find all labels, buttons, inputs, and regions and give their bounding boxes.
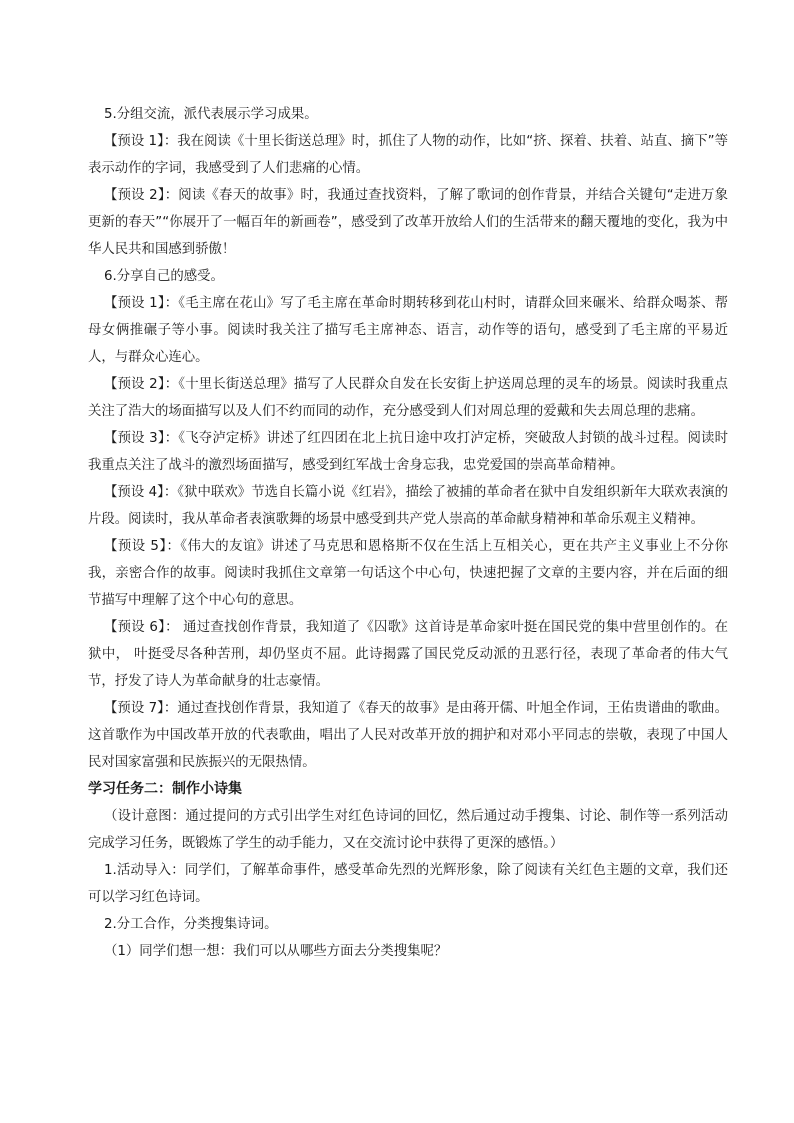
body-paragraph (88, 911, 728, 938)
paragraph-text: ：《十里长街送总理》描写了人民群众自发在长安街上护送周总理的灵车的场景。阅读时我重点关注了浩大的场面描写以及人们不约而同的动作，充分感受到人们对周总理的爱戴和失去周总理的悲痛。 (88, 377, 729, 419)
preset-tag: 【预设 5】 (104, 539, 167, 554)
preset-tag: 【预设 7】 (104, 701, 164, 716)
document-body (88, 101, 728, 965)
preset-tag: 【预设 1】 (104, 296, 165, 311)
preset-paragraph (88, 371, 728, 425)
body-paragraph (88, 263, 728, 290)
paragraph-text: ： 通过查找创作背景，我知道了《囚歌》这首诗是革命家叶挺在国民党的集中营里创作的。在狱中， 叶挺受尽各种苦刑，却仍坚贞不屈。此诗揭露了国民党反动派的丑恶行径，表现了革命者的伟大气节，抒发了诗人为革命献身的壮志豪情。 (88, 620, 728, 689)
paragraph-text: ：《毛主席在花山》写了毛主席在革命时期转移到花山村时，请群众回来碾米、给群众喝茶、帮母女俩推碾子等小事。阅读时我关注了描写毛主席神态、语言，动作等的语句，感受到了毛主席的平易近人，与群众心连心。 (88, 296, 729, 365)
paragraph-text: 5.分组交流，派代表展示学习成果。 (104, 107, 318, 122)
body-paragraph (88, 101, 728, 128)
paragraph-text: ：《伟大的友谊》讲述了马克思和恩格斯不仅在生活上互相关心，更在共产主义事业上不分你我，亲密合作的故事。阅读时我抓住文章第一句话这个中心句，快速把握了文章的主要内容，并在后面的细节描写中理解了这个中心句的意思。 (88, 539, 728, 608)
paragraph-text: （设计意图：通过提问的方式引出学生对红色诗词的回忆，然后通过动手搜集、讨论、制作等一系列活动完成学习任务，既锻炼了学生的动手能力，又在交流讨论中获得了更深的感悟。） (88, 809, 728, 851)
body-paragraph (88, 857, 728, 911)
preset-paragraph (88, 182, 728, 263)
paragraph-text: ：《狱中联欢》节选自长篇小说《红岩》，描绘了被捕的革命者在狱中自发组织新年大联欢表演的片段。阅读时，我从革命者表演歌舞的场景中感受到共产党人崇高的革命献身精神和革命乐观主义精神。 (88, 485, 728, 527)
preset-paragraph (88, 614, 728, 695)
preset-tag: 【预设 4】 (104, 485, 164, 500)
preset-tag: 【预设 2】 (104, 188, 165, 203)
preset-paragraph (88, 533, 728, 614)
paragraph-text: 6.分享自己的感受。 (104, 269, 224, 284)
preset-paragraph (88, 479, 728, 533)
paragraph-text: ：阅读《春天的故事》时，我通过查找资料，了解了歌词的创作背景，并结合关键句“走进万象更新的春天”“你展开了一幅百年的新画卷”，感受到了改革开放给人们的生活带来的翻天覆地的变化，我为中华人民共和国感到骄傲！ (88, 188, 729, 257)
paragraph-text: ：《飞夺泸定桥》讲述了红四团在北上抗日途中攻打泸定桥，突破敌人封锁的战斗过程。阅读时我重点关注了战斗的激烈场面描写，感受到红军战士舍身忘我，忠党爱国的崇高革命精神。 (88, 431, 729, 473)
paragraph-text: ：我在阅读《十里长街送总理》时，抓住了人物的动作，比如“挤、探着、扶着、站直、摘下”等表示动作的字词，我感受到了人们悲痛的心情。 (88, 134, 729, 176)
section-heading (88, 776, 728, 803)
paragraph-text: ：通过查找创作背景，我知道了《春天的故事》是由蒋开儒、叶旭全作词，王佑贵谱曲的歌曲。这首歌作为中国改革开放的代表歌曲，唱出了人民对改革开放的拥护和对邓小平同志的崇敬，表现了中国人民对国家富强和民族振兴的无限热情。 (88, 701, 728, 770)
paragraph-text: 2.分工合作，分类搜集诗词。 (104, 917, 278, 932)
paragraph-text: 学习任务二：制作小诗集 (88, 781, 242, 797)
preset-tag: 【预设 3】 (104, 431, 165, 446)
body-paragraph (88, 803, 728, 857)
preset-tag: 【预设 6】 (104, 620, 166, 635)
preset-paragraph (88, 425, 728, 479)
body-paragraph (88, 938, 728, 965)
preset-tag: 【预设 2】 (104, 377, 165, 392)
paragraph-text: （1）同学们想一想：我们可以从哪些方面去分类搜集呢？ (104, 944, 448, 959)
paragraph-text: 1.活动导入：同学们，了解革命事件，感受革命先烈的光辉形象，除了阅读有关红色主题的文章，我们还可以学习红色诗词。 (88, 863, 728, 905)
preset-paragraph (88, 128, 728, 182)
preset-paragraph (88, 290, 728, 371)
preset-tag: 【预设 1】 (104, 134, 164, 149)
preset-paragraph (88, 695, 728, 776)
